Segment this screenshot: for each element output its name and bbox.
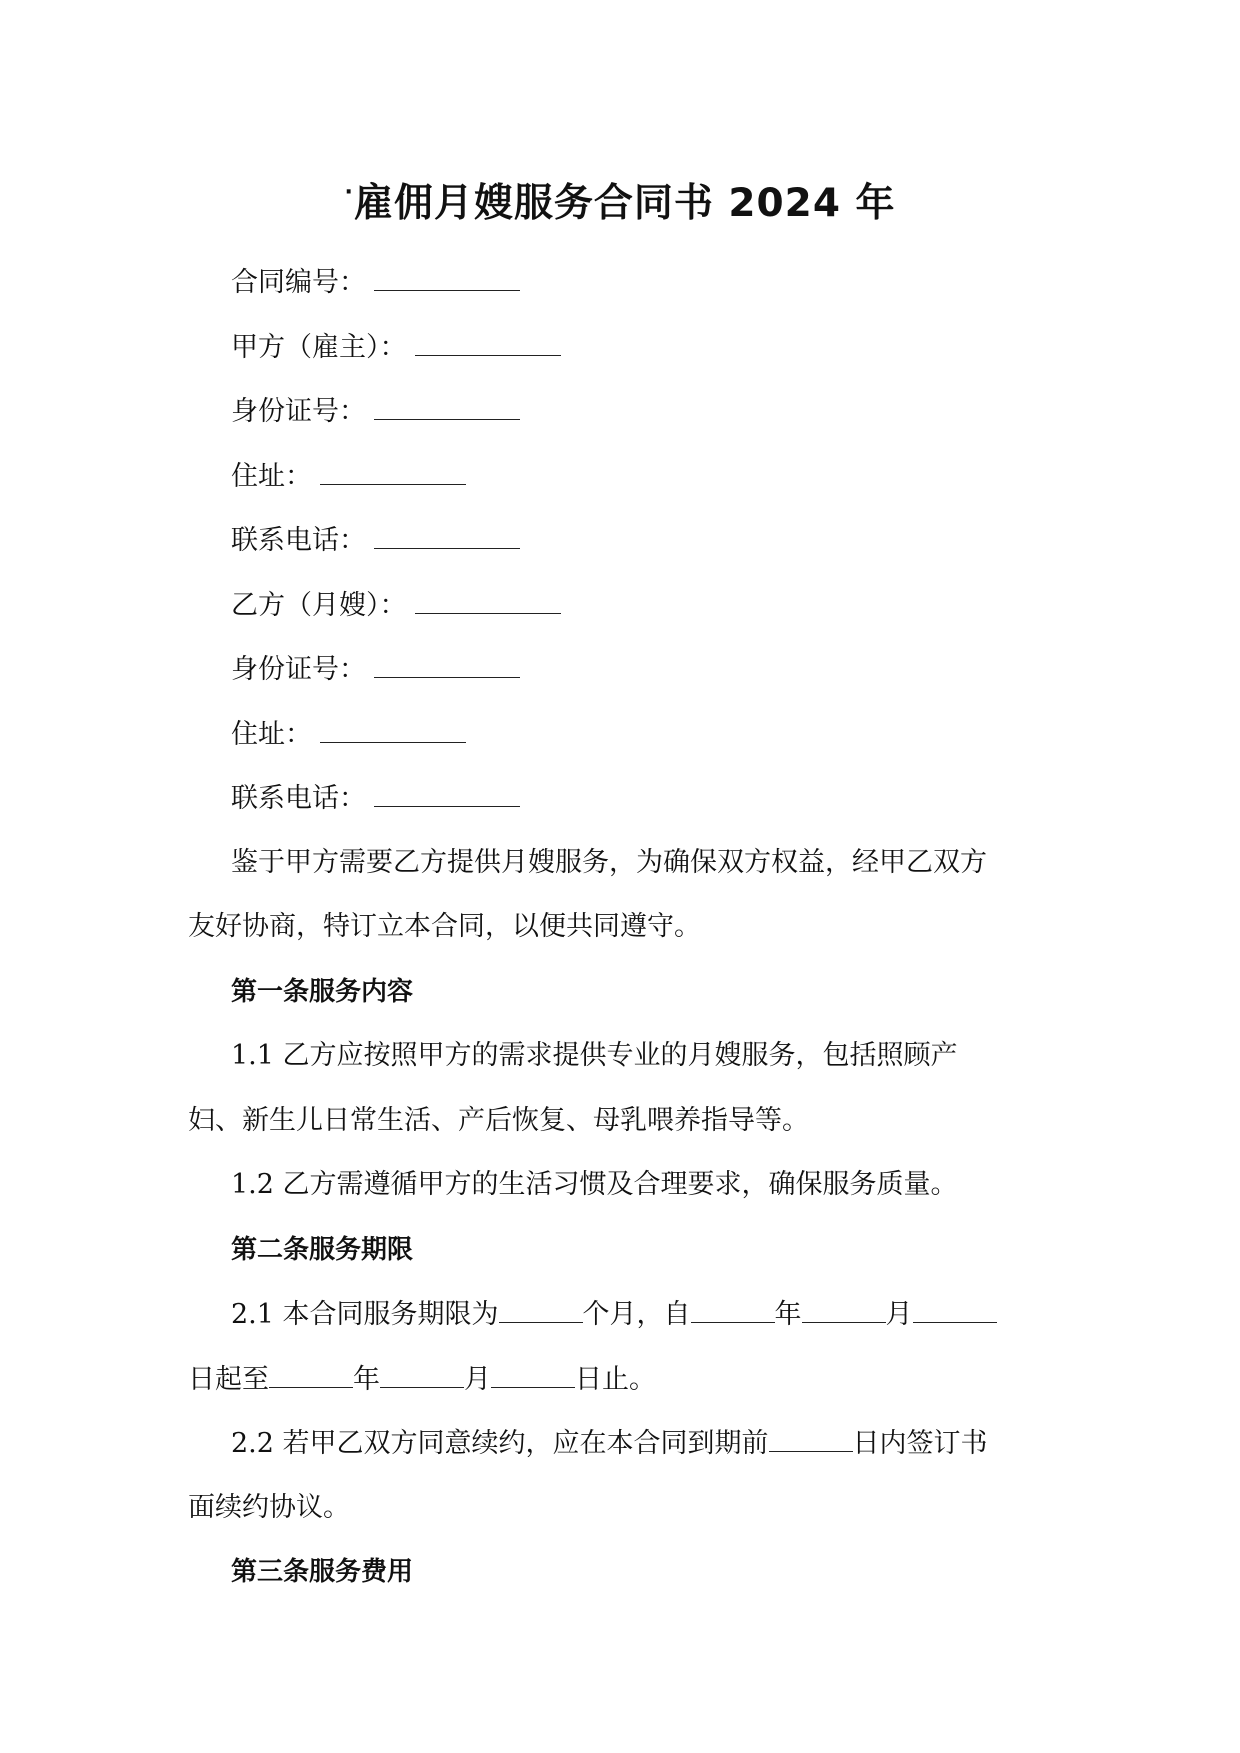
article-1-clause-2: 1.2 乙方需遵循甲方的生活习惯及合理要求，确保服务质量。	[231, 1169, 958, 1200]
fill-blank	[320, 714, 466, 743]
article-2-clause-1-line-2	[188, 1359, 656, 1400]
fill-blank	[491, 1359, 575, 1388]
article-1-clause-1-line-1: 1.1 乙方应按照甲方的需求提供专业的月嫂服务，包括照顾产	[231, 1040, 958, 1071]
clause-text: 日止。	[575, 1364, 656, 1395]
field-label: 乙方（月嫂）：	[231, 590, 407, 621]
fill-blank	[802, 1294, 886, 1323]
fill-blank	[374, 520, 520, 549]
field-label: 合同编号：	[231, 267, 366, 298]
fill-blank	[374, 649, 520, 678]
fill-blank	[374, 262, 520, 291]
clause-text: 2.2 若甲乙双方同意续约，应在本合同到期前	[231, 1428, 769, 1459]
clause-text: 月	[464, 1364, 491, 1395]
article-2-clause-1-line-1	[231, 1294, 997, 1335]
fill-blank	[374, 391, 520, 420]
clause-text: 年	[774, 1299, 802, 1330]
fill-blank	[380, 1359, 464, 1388]
clause-text: 日内签订书	[852, 1428, 988, 1459]
preamble-line-2: 友好协商，特订立本合同，以便共同遵守。	[188, 911, 701, 942]
article-3-heading: 第三条服务费用	[231, 1557, 414, 1587]
fill-blank	[415, 327, 561, 356]
field-party-a-address	[231, 456, 466, 497]
field-label: 联系电话：	[231, 783, 366, 814]
field-party-a-phone	[231, 520, 520, 561]
field-label: 身份证号：	[231, 396, 366, 427]
article-2-clause-2-line-1	[231, 1423, 988, 1464]
fill-blank	[691, 1294, 775, 1323]
field-party-a-id	[231, 391, 520, 432]
fill-blank	[913, 1294, 997, 1323]
article-1-clause-1-line-2: 妇、新生儿日常生活、产后恢复、母乳喂养指导等。	[188, 1105, 809, 1136]
field-party-b-phone	[231, 778, 520, 819]
field-contract-number	[231, 262, 520, 303]
field-label: 身份证号：	[231, 654, 366, 685]
article-2-clause-2-line-2: 面续约协议。	[188, 1492, 350, 1523]
article-1-heading: 第一条服务内容	[231, 977, 414, 1007]
clause-text: 个月，自	[582, 1299, 691, 1330]
title-mark: ·	[344, 180, 354, 205]
document-title	[0, 178, 1240, 230]
field-label: 联系电话：	[231, 525, 366, 556]
fill-blank	[415, 585, 561, 614]
field-label: 住址：	[231, 461, 312, 492]
field-party-b	[231, 585, 561, 626]
fill-blank	[269, 1359, 353, 1388]
article-2-heading: 第二条服务期限	[231, 1235, 414, 1265]
clause-text: 日起至	[188, 1364, 269, 1395]
fill-blank	[320, 456, 466, 485]
field-party-b-id	[231, 649, 520, 690]
clause-text: 月	[885, 1299, 913, 1330]
field-party-b-address	[231, 714, 466, 755]
field-label: 住址：	[231, 719, 312, 750]
field-party-a	[231, 327, 561, 368]
field-label: 甲方（雇主）：	[231, 332, 407, 363]
clause-text: 年	[353, 1364, 380, 1395]
fill-blank	[374, 778, 520, 807]
clause-text: 2.1 本合同服务期限为	[231, 1299, 499, 1330]
preamble-line-1: 鉴于甲方需要乙方提供月嫂服务，为确保双方权益，经甲乙双方	[231, 847, 987, 878]
fill-blank	[499, 1294, 583, 1323]
fill-blank	[769, 1423, 853, 1452]
title-text: 雇佣月嫂服务合同书 2024 年	[353, 181, 896, 226]
